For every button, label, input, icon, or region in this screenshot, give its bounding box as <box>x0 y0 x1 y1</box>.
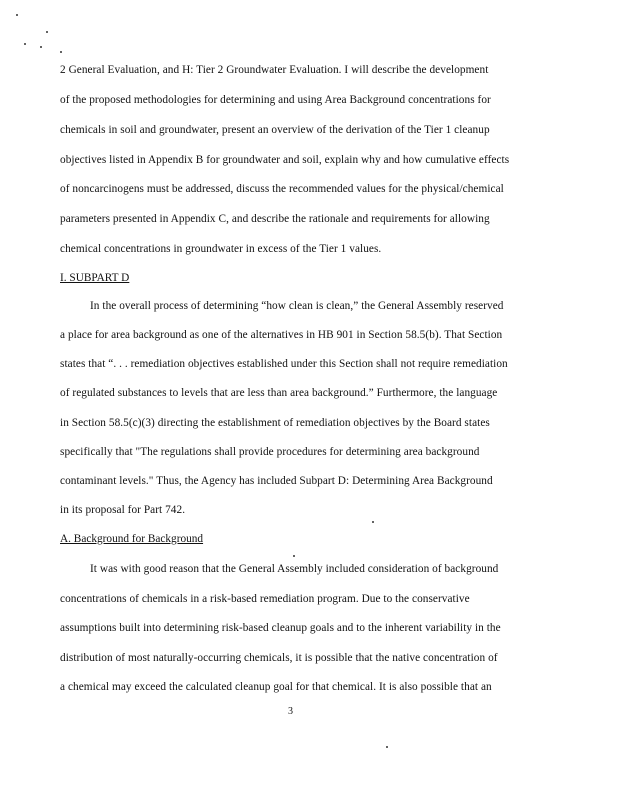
subsection-heading: A. Background for Background <box>60 533 204 545</box>
paragraph-line: parameters presented in Appendix C, and describe the rationale and requirements for allowing <box>60 213 490 225</box>
paragraph-line: chemicals in soil and groundwater, present an overview of the derivation of the Tier 1 cleanup <box>60 124 490 136</box>
scan-speck <box>24 43 26 45</box>
paragraph-line: in Section 58.5(c)(3) directing the establishment of remediation objectives by the Board states <box>60 417 490 429</box>
scan-speck <box>372 521 374 523</box>
page-number: 3 <box>288 706 293 717</box>
paragraph-line: of regulated substances to levels that are less than area background.” Furthermore, the language <box>60 387 498 399</box>
paragraph-line: concentrations of chemicals in a risk-based remediation program. Due to the conservative <box>60 593 470 605</box>
paragraph-line: objectives listed in Appendix B for groundwater and soil, explain why and how cumulative effects <box>60 154 510 166</box>
paragraph-line: of noncarcinogens must be addressed, discuss the recommended values for the physical/chemical <box>60 183 504 195</box>
paragraph-line: chemical concentrations in groundwater in excess of the Tier 1 values. <box>60 243 382 255</box>
scan-speck <box>386 746 388 748</box>
paragraph-line: 2 General Evaluation, and H: Tier 2 Groundwater Evaluation. I will describe the development <box>60 64 489 76</box>
scan-speck <box>16 14 18 16</box>
paragraph-line: In the overall process of determining “how clean is clean,” the General Assembly reserved <box>90 300 504 312</box>
section-heading: I. SUBPART D <box>60 272 130 284</box>
paragraph-line: a chemical may exceed the calculated cleanup goal for that chemical. It is also possible that an <box>60 681 492 693</box>
paragraph-line: in its proposal for Part 742. <box>60 504 186 516</box>
scan-speck <box>293 555 295 557</box>
paragraph-line: specifically that "The regulations shall provide procedures for determining area background <box>60 446 480 458</box>
paragraph-line: distribution of most naturally-occurring chemicals, it is possible that the native concentration of <box>60 652 498 664</box>
paragraph-line: states that “. . . remediation objectives established under this Section shall not require remediation <box>60 358 508 370</box>
paragraph-line: of the proposed methodologies for determining and using Area Background concentrations for <box>60 94 491 106</box>
paragraph-line: a place for area background as one of the alternatives in HB 901 in Section 58.5(b). That Section <box>60 329 503 341</box>
scan-speck <box>46 31 48 33</box>
scan-speck <box>40 46 42 48</box>
paragraph-line: It was with good reason that the General Assembly included consideration of background <box>90 563 499 575</box>
paragraph-line: contaminant levels." Thus, the Agency has included Subpart D: Determining Area Background <box>60 475 493 487</box>
paragraph-line: assumptions built into determining risk-based cleanup goals and to the inherent variability in the <box>60 622 501 634</box>
scan-speck <box>60 51 62 53</box>
